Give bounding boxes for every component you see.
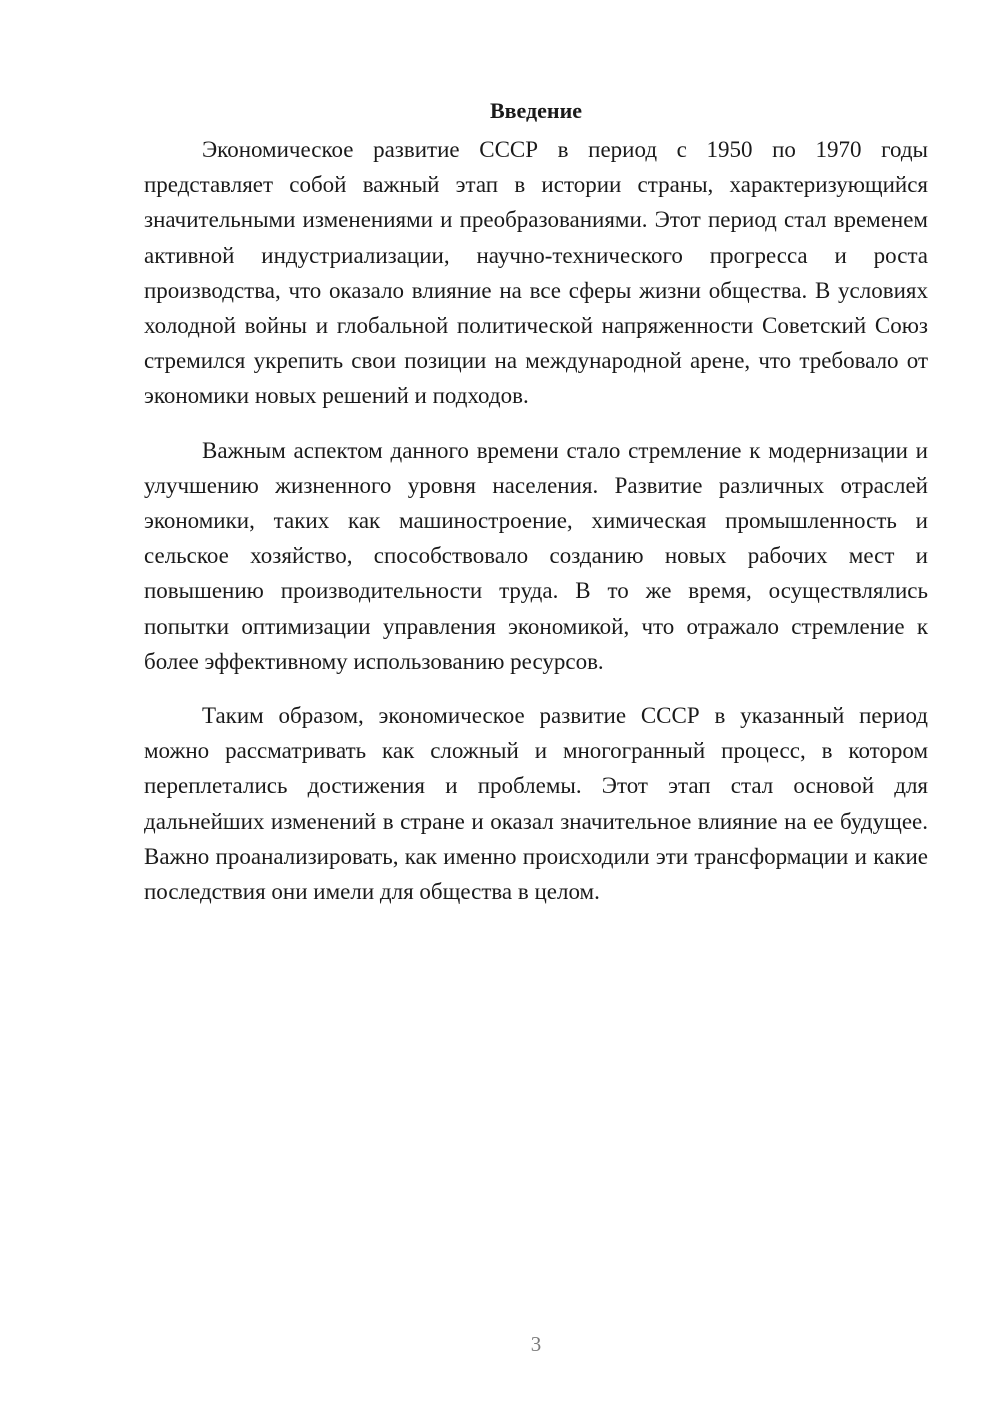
paragraph-2: Важным аспектом данного времени стало стремление к модернизации и улучшению жизненного уровня населения. Развитие различных отраслей экономики, таких как машиностроение, химическая промышленность и сельское хозяйство, способствовало созданию новых рабочих мест и повышению производительности труда. В то же время, осуществлялись попытки оптимизации управления экономикой, что отражало стремление к более эффективному использованию ресурсов. bbox=[144, 437, 928, 674]
page-number: 3 bbox=[530, 1332, 542, 1356]
page-content bbox=[144, 92, 928, 928]
section-heading: Введение bbox=[489, 98, 583, 123]
paragraph-3: Таким образом, экономическое развитие СССР в указанный период можно рассматривать как сложный и многогранный процесс, в котором переплетались достижения и проблемы. Этот этап стал основой для дальнейших изменений в стране и оказал значительное влияние на ее будущее. Важно проанализировать, как именно происходили эти трансформации и какие последствия они имели для общества в целом. bbox=[144, 703, 928, 905]
paragraph-1: Экономическое развитие СССР в период с 1950 по 1970 годы представляет собой важный этап в истории страны, характеризующийся значительными изменениями и преобразованиями. Этот период стал временем активной индустриализации, научно-технического прогресса и роста производства, что оказало влияние на все сферы жизни общества. В условиях холодной войны и глобальной политической напряженности Советский Союз стремился укрепить свои позиции на международной арене, что требовало от экономики новых решений и подходов. bbox=[144, 137, 928, 409]
